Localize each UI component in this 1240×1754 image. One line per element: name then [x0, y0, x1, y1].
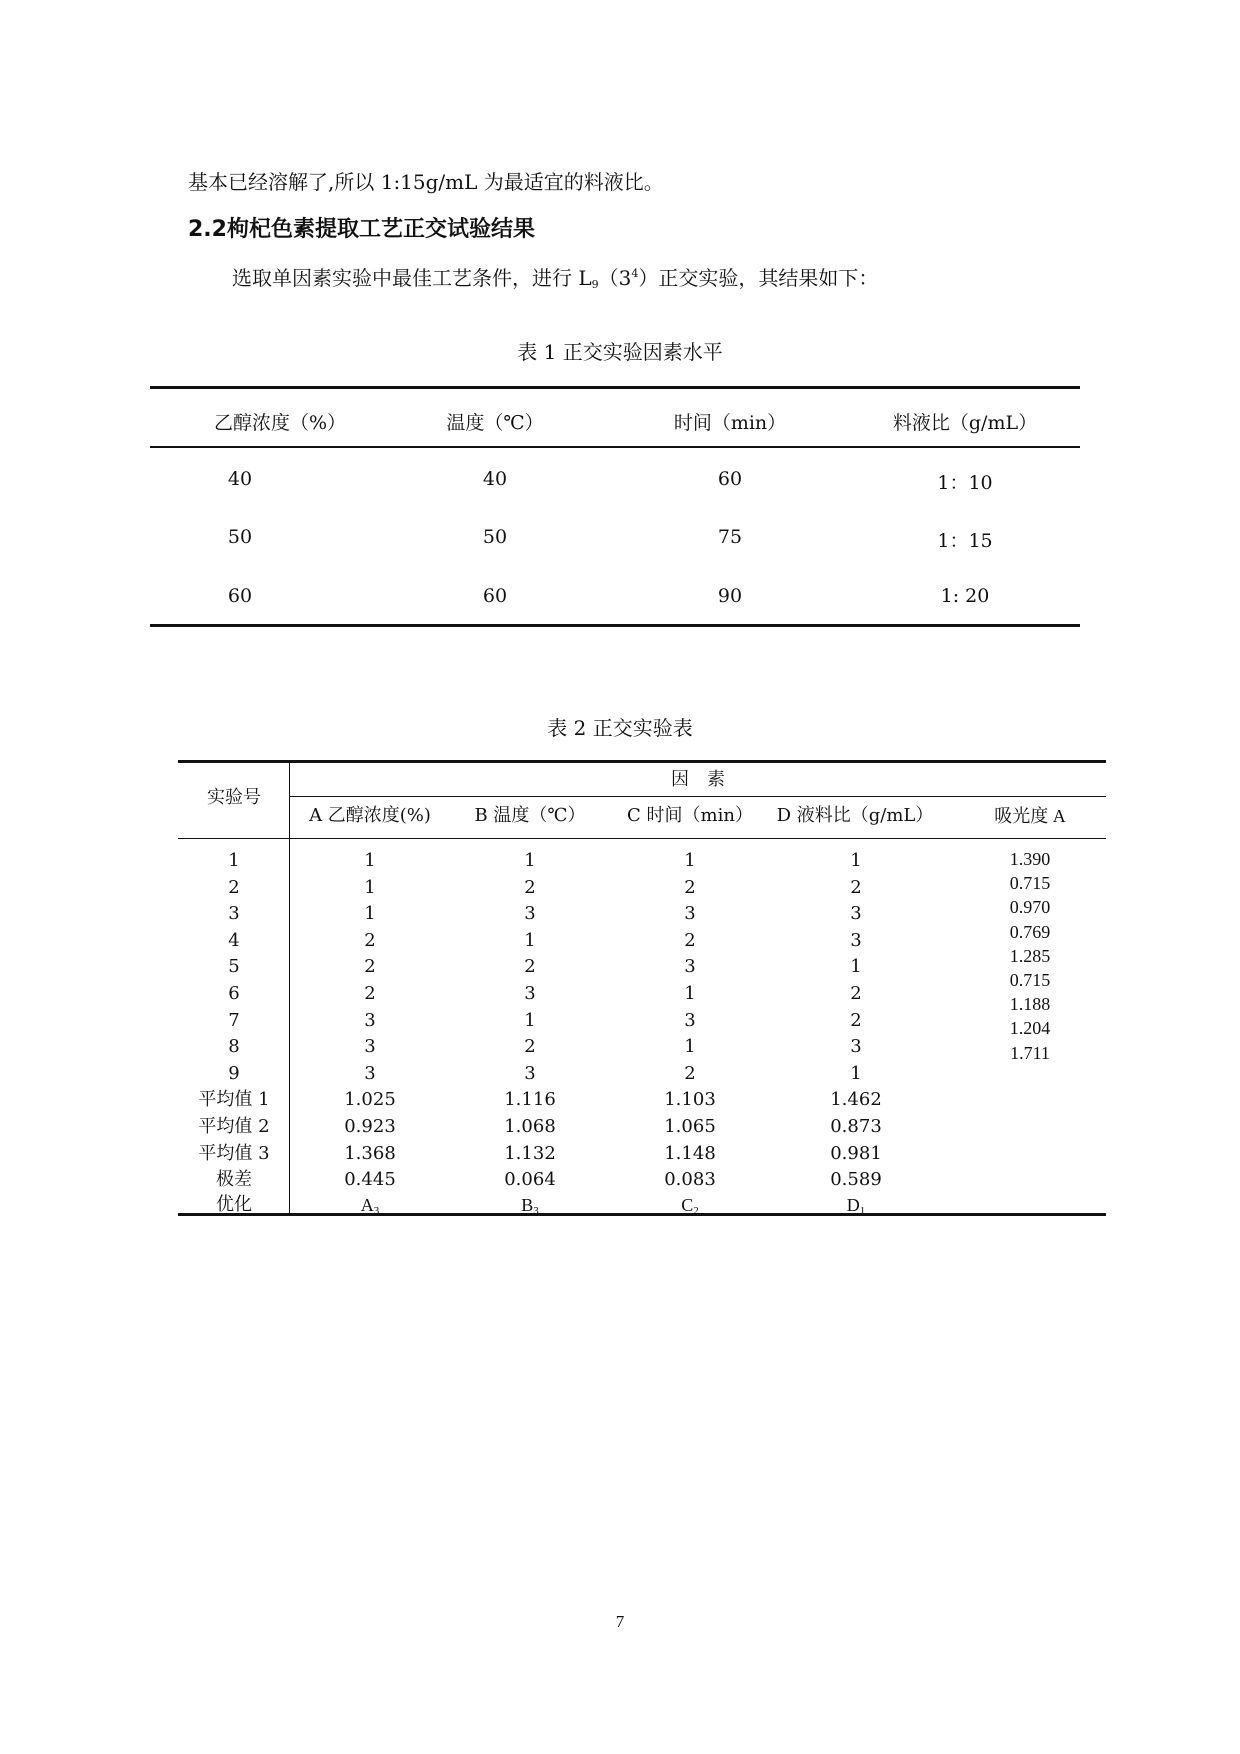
- table2-col-header: A 乙醇浓度(%): [309, 805, 431, 826]
- table2-cell: 3: [524, 983, 536, 1004]
- table2-cell: 0.083: [664, 1169, 716, 1191]
- table2-optimized-cell: [776, 1193, 936, 1223]
- table2-cell: 3: [364, 1062, 376, 1084]
- table2-cell: 0.923: [344, 1116, 396, 1137]
- table2-row-label: 5: [228, 956, 240, 978]
- table1-cell: 75: [717, 526, 743, 548]
- table1-cell: 60: [482, 585, 508, 607]
- table2-cell: 2: [850, 983, 862, 1004]
- table1-cell: 60: [717, 468, 743, 490]
- table2-cell: 0.873: [830, 1116, 882, 1137]
- optimized-letter: D: [846, 1194, 860, 1215]
- optimized-subscript: 2: [693, 1204, 699, 1217]
- optimized-subscript: 1: [859, 1204, 866, 1217]
- table2-col-header: C 时间（min）: [627, 805, 753, 826]
- table2-row-header: 实验号: [207, 787, 261, 808]
- table2-group-header: 因 素: [671, 769, 725, 790]
- optimized-letter: B: [521, 1194, 534, 1215]
- table1-row: [150, 585, 1080, 615]
- table2-optimized-cell: [450, 1193, 610, 1223]
- table2-cell: 1: [364, 903, 376, 925]
- table2-absorbance-cell: 0.715: [1009, 970, 1051, 990]
- table2-cell: 3: [684, 1009, 696, 1031]
- table2-cell: 1.103: [664, 1089, 716, 1111]
- table2-absorbance-cell: 1.711: [1010, 1042, 1050, 1063]
- table2-cell: 2: [684, 876, 696, 898]
- table1-caption: 表 1 正交实验因素水平: [517, 340, 723, 364]
- table2-cell: 1: [524, 850, 536, 871]
- table2-cell: 0.445: [344, 1169, 396, 1191]
- table2-absorbance-cell: 0.715: [1009, 873, 1051, 894]
- table2-cell: 2: [850, 1009, 862, 1031]
- table2-cell: 2: [364, 929, 376, 951]
- table2-caption: 表 2 正交实验表: [547, 716, 693, 740]
- table1-cell: 1: 20: [940, 585, 990, 607]
- table2-cell: 2: [524, 1036, 536, 1058]
- paragraph: [232, 262, 878, 291]
- table2-cell: 2: [524, 956, 536, 978]
- table1-header-cell: 温度（℃）: [446, 412, 544, 434]
- table2-absorbance-cell: 1.390: [1009, 849, 1051, 869]
- table1-cell: 1：10: [937, 472, 993, 494]
- table2-cell: 3: [850, 903, 862, 925]
- table2-row-label: 4: [228, 929, 240, 951]
- table2-col-header: D 液料比（g/mL）: [776, 805, 934, 826]
- table1-cell: 90: [717, 585, 743, 607]
- table2-cell: 3: [684, 903, 696, 925]
- table2-cell: 1: [850, 850, 862, 871]
- table1-bottom-rule: [150, 624, 1080, 627]
- section-heading: 2.2枸杞色素提取工艺正交试验结果: [188, 217, 535, 242]
- table2-absorbance-cell: 0.970: [1009, 897, 1051, 918]
- table2-cell: 1: [684, 1036, 696, 1058]
- table2-absorbance-cell: 1.188: [1009, 994, 1051, 1015]
- table1-top-rule: [150, 386, 1080, 389]
- table2-cell: 2: [364, 956, 376, 978]
- table1-cell: 50: [227, 526, 253, 548]
- optimized-subscript: 3: [373, 1204, 380, 1217]
- optimized-letter: A: [360, 1194, 374, 1215]
- table2-absorbance-cell: 0.769: [1009, 921, 1051, 942]
- paragraph-superscript: 4: [631, 267, 639, 280]
- table2-cell: 2: [524, 876, 536, 898]
- paragraph-subscript: 9: [591, 278, 599, 291]
- table2-cell: 2: [850, 876, 862, 898]
- table1-header-rule: [150, 446, 1080, 448]
- table2-cell: 1.148: [664, 1142, 716, 1164]
- table2-row-label: 1: [228, 850, 240, 871]
- table2-cell: 1.132: [504, 1142, 556, 1164]
- table2-optimized-cell: [290, 1193, 450, 1223]
- table2-absorbance-cell: 1.285: [1009, 945, 1051, 966]
- paragraph-text-mid: （3: [598, 266, 632, 290]
- table2-cell: 1: [364, 850, 376, 871]
- table2-cell: 1: [364, 876, 376, 898]
- optimized-letter: C: [681, 1194, 694, 1215]
- table2-row-label: 8: [228, 1036, 240, 1058]
- table2-col-header: B 温度（℃）: [474, 805, 586, 826]
- table1-cell: 40: [227, 468, 253, 490]
- table2-row-label: 平均值 3: [198, 1142, 270, 1164]
- table2-group-rule: [290, 796, 1106, 797]
- table2-row-label: 3: [228, 903, 240, 925]
- table2-cell: 1.025: [344, 1089, 396, 1111]
- table2-cell: 1: [850, 1062, 862, 1084]
- table2-cell: 1.368: [344, 1142, 396, 1164]
- table2-cell: 0.064: [504, 1169, 556, 1191]
- table2-cell: 2: [684, 929, 696, 951]
- table2-row-label: 9: [228, 1062, 240, 1084]
- table1-cell: 40: [482, 468, 508, 490]
- table1-row: [150, 526, 1080, 556]
- table2-cell: 2: [364, 983, 376, 1004]
- table2-col-header: 吸光度 A: [994, 806, 1066, 826]
- table2-optimized-cell: [610, 1193, 770, 1223]
- table2-cell: 1.068: [504, 1116, 556, 1137]
- table1-cell: 1：15: [937, 530, 993, 552]
- table2-header-rule: [178, 838, 1106, 839]
- paragraph-text-before: 选取单因素实验中最佳工艺条件，进行 L: [232, 266, 592, 290]
- table2-row-label: 平均值 1: [198, 1089, 270, 1111]
- table1-cell: 60: [227, 585, 253, 607]
- table2-top-rule: [178, 760, 1106, 763]
- table1-header-cell: 料液比（g/mL）: [892, 412, 1038, 434]
- table2-cell: 2: [684, 1062, 696, 1084]
- table2-cell: 3: [364, 1036, 376, 1058]
- table2-cell: 1: [524, 929, 536, 951]
- page-number: 7: [615, 1612, 625, 1631]
- table2-cell: 0.589: [830, 1169, 882, 1191]
- table2: [178, 760, 1106, 1218]
- table2-cell: 1.462: [830, 1089, 882, 1111]
- table2-row-label: 7: [228, 1009, 240, 1031]
- table2-cell: 1.065: [664, 1116, 716, 1137]
- table1-row: [150, 468, 1080, 498]
- table2-cell: 3: [524, 1062, 536, 1084]
- table2-cell: 1.116: [504, 1089, 556, 1111]
- table2-row-label: 6: [228, 983, 240, 1004]
- table2-optimized-label: 优化: [216, 1193, 252, 1215]
- paragraph-text-after: ）正交实验，其结果如下：: [638, 266, 879, 290]
- intro-line: 基本已经溶解了,所以 1:15g/mL 为最适宜的料液比。: [188, 170, 664, 194]
- table2-absorbance-cell: 1.204: [1009, 1018, 1051, 1039]
- table2-row-label: 极差: [216, 1169, 252, 1191]
- table2-cell: 0.981: [830, 1142, 882, 1164]
- table2-cell: 3: [364, 1009, 376, 1031]
- table2-cell: 1: [684, 983, 696, 1004]
- table1-header-row: [150, 408, 1080, 438]
- table1-header-cell: 时间（min）: [673, 412, 787, 434]
- table2-cell: 3: [684, 956, 696, 978]
- table1-header-cell: 乙醇浓度（%）: [213, 412, 347, 434]
- table2-cell: 1: [524, 1009, 536, 1031]
- table2-cell: 1: [850, 956, 862, 978]
- table1-cell: 50: [482, 526, 508, 548]
- table2-cell: 3: [850, 929, 862, 951]
- table2-row-label: 2: [228, 876, 240, 898]
- optimized-subscript: 3: [533, 1204, 539, 1217]
- table2-cell: 1: [684, 850, 696, 871]
- table2-cell: 3: [524, 903, 536, 925]
- table2-cell: 3: [850, 1036, 862, 1058]
- table2-row-label: 平均值 2: [198, 1116, 270, 1137]
